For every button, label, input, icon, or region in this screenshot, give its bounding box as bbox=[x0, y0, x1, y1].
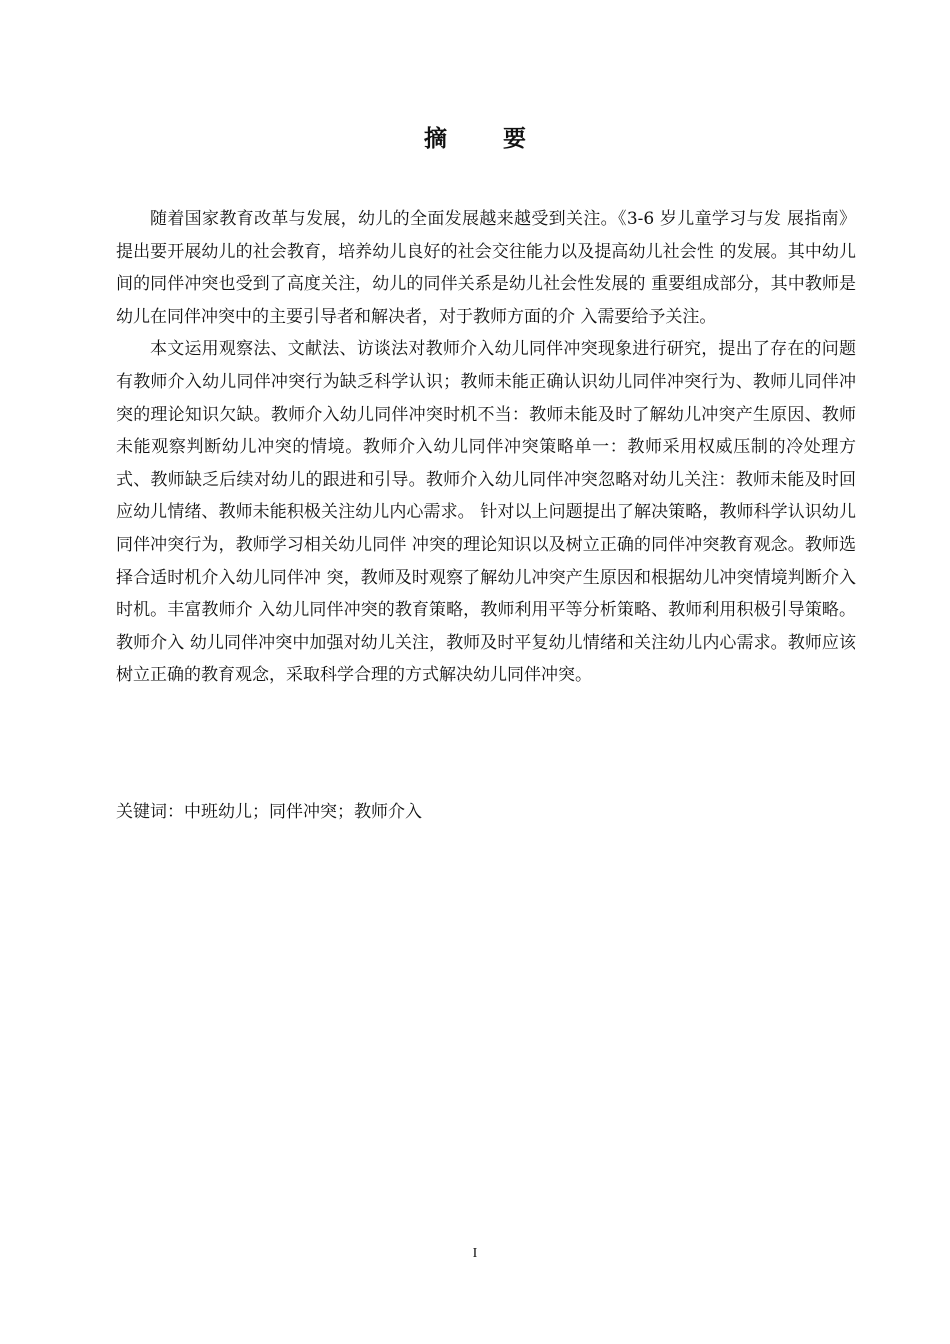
abstract-body bbox=[116, 203, 856, 692]
abstract-paragraph-1: 随着国家教育改革与发展，幼儿的全面发展越来越受到关注。《3-6 岁儿童学习与发 展指南》提出要开展幼儿的社会教育，培养幼儿良好的社会交往能力以及提高幼儿社会性 的发展。其中幼儿间的同伴冲突也受到了高度关注，幼儿的同伴关系是幼儿社会性发展的 重要组成部分，其中教师是幼儿在同伴冲突中的主要引导者和解决者，对于教师方面的介 入需要给予关注。 bbox=[116, 209, 856, 327]
page-number: I bbox=[472, 1246, 478, 1261]
abstract-paragraph-2: 本文运用观察法、文献法、访谈法对教师介入幼儿同伴冲突现象进行研究，提出了存在的问题有教师介入幼儿同伴冲突行为缺乏科学认识；教师未能正确认识幼儿同伴冲突行为、教师儿同伴冲突的理论知识欠缺。教师介入幼儿同伴冲突时机不当：教师未能及时了解幼儿冲突产生原因、教师未能观察判断幼儿冲突的情境。教师介入幼儿同伴冲突策略单一：教师采用权威压制的冷处理方式、教师缺乏后续对幼儿的跟进和引导。教师介入幼儿同伴冲突忽略对幼儿关注：教师未能及时回应幼儿情绪、教师未能积极关注幼儿内心需求。 针对以上问题提出了解决策略，教师科学认识幼儿同伴冲突行为，教师学习相关幼儿同伴 冲突的理论知识以及树立正确的同伴冲突教育观念。教师选择合适时机介入幼儿同伴冲 突，教师及时观察了解幼儿冲突产生原因和根据幼儿冲突情境判断介入时机。丰富教师介 入幼儿同伴冲突的教育策略，教师利用平等分析策略、教师利用积极引导策略。教师介入 幼儿同伴冲突中加强对幼儿关注，教师及时平复幼儿情绪和关注幼儿内心需求。教师应该 树立正确的教育观念，采取科学合理的方式解决幼儿同伴冲突。 bbox=[116, 339, 856, 686]
keywords-line: 关键词：中班幼儿；同伴冲突；教师介入 bbox=[116, 802, 422, 822]
abstract-title: 摘 要 bbox=[423, 125, 550, 152]
